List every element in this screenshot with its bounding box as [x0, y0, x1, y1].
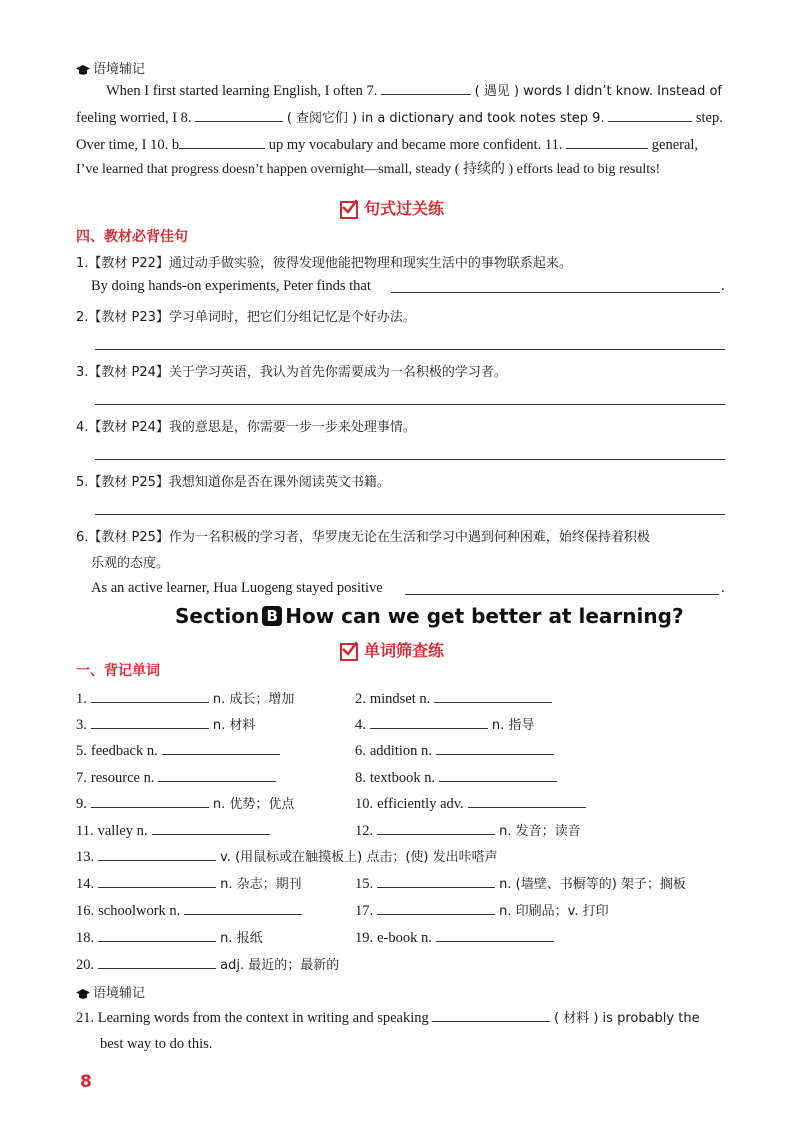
word-term: valley n.	[97, 823, 148, 839]
textbook-ref: 【教材 P24】	[88, 365, 169, 380]
word-item	[355, 767, 561, 788]
sentence-item-1-en	[91, 276, 371, 296]
sentence-item-6-en	[91, 578, 383, 598]
word-meaning: v. (用鼠标或在触摸板上) 点击；(使) 发出咔嗒声	[220, 850, 498, 865]
word-blank[interactable]	[98, 846, 216, 861]
word-number: 2.	[355, 691, 366, 707]
page-number: 8	[80, 1072, 92, 1092]
word-number: 4.	[355, 717, 366, 733]
word-meaning: n. (墙壁、书橱等的) 架子；搁板	[499, 877, 686, 892]
question-21	[76, 1007, 700, 1029]
word-term: textbook n.	[369, 770, 436, 786]
passage-text: ( 查阅它们 ) in a dictionary and took notes step 9.	[286, 111, 605, 126]
passage-text: ( 遇见 ) words I didn’t know. Instead of	[474, 84, 722, 99]
word-subtitle: 一、背记单词	[76, 663, 160, 679]
word-item	[355, 927, 558, 948]
word-section-header	[340, 638, 444, 661]
passage-line-1	[106, 80, 722, 102]
word-meaning: adj. 最近的；最新的	[220, 958, 340, 973]
context-note-label: 语境辅记	[93, 986, 146, 1001]
word-blank[interactable]	[436, 927, 554, 942]
context-note-header-2	[76, 982, 145, 1001]
word-number: 16.	[76, 903, 95, 919]
word-item	[76, 900, 306, 921]
blank-10[interactable]	[179, 134, 265, 149]
word-term: resource n.	[90, 770, 155, 786]
sentence-section-header	[340, 196, 444, 219]
word-blank[interactable]	[91, 714, 209, 729]
q21-text: ( 材料 ) is probably the	[554, 1011, 700, 1026]
chinese-prompt-cont: 乐观的态度。	[91, 556, 170, 571]
word-meaning: n. 发音；读音	[499, 824, 581, 839]
word-item	[76, 688, 294, 710]
context-note-label: 语境辅记	[93, 62, 146, 77]
word-meaning: n. 材料	[212, 718, 256, 733]
passage-line-2	[76, 107, 723, 129]
item-number: 6.	[76, 530, 89, 545]
word-number: 14.	[76, 876, 95, 892]
graduation-cap-icon	[76, 989, 90, 999]
blank-7[interactable]	[381, 80, 471, 95]
section-prefix: Section	[175, 604, 260, 628]
word-item	[76, 793, 294, 815]
graduation-cap-icon	[76, 65, 90, 75]
sentence-item-3	[76, 361, 507, 380]
period: .	[721, 580, 725, 596]
section-title: How can we get better at learning?	[285, 604, 684, 628]
blank-9[interactable]	[608, 107, 692, 122]
word-number: 19.	[355, 930, 374, 946]
word-item	[76, 714, 255, 736]
passage-text: up my vocabulary and became more confident. 11.	[268, 137, 563, 153]
blank-11[interactable]	[566, 134, 648, 149]
section-b-heading	[175, 604, 684, 628]
word-meaning: n. 优势；优点	[212, 797, 295, 812]
word-number: 12.	[355, 823, 374, 839]
sentence-item-2	[76, 306, 416, 325]
word-number: 20.	[76, 957, 95, 973]
passage-text: When I first started learning English, I often 7.	[106, 83, 378, 99]
chinese-prompt: 作为一名积极的学习者，华罗庚无论在生活和学习中遇到何种困难，始终保持着积极	[168, 530, 650, 545]
word-item	[76, 767, 280, 788]
chinese-prompt: 我的意思是，你需要一步一步来处理事情。	[168, 420, 416, 435]
word-number: 5.	[76, 743, 87, 759]
word-number: 17.	[355, 903, 374, 919]
word-blank[interactable]	[184, 900, 302, 915]
word-number: 10.	[355, 796, 374, 812]
answer-line-4[interactable]	[95, 459, 725, 460]
textbook-ref: 【教材 P24】	[88, 420, 169, 435]
chinese-prompt: 关于学习英语，我认为首先你需要成为一名积极的学习者。	[168, 365, 507, 380]
english-prompt: By doing hands-on experiments, Peter finds that	[91, 278, 371, 294]
word-blank[interactable]	[98, 873, 216, 888]
word-term: e-book n.	[377, 930, 432, 946]
blank-21[interactable]	[432, 1007, 550, 1022]
word-meaning: n. 指导	[491, 718, 535, 733]
word-number: 13.	[76, 849, 95, 865]
word-blank[interactable]	[91, 793, 209, 808]
sentence-item-1	[76, 252, 572, 271]
item-number: 1.	[76, 256, 89, 271]
passage-text: I’ve learned that progress doesn’t happen overnight—small, steady ( 持续的 ) efforts lead to big results!	[76, 162, 661, 177]
passage-text: general,	[651, 137, 699, 153]
sentence-item-5	[76, 471, 390, 490]
textbook-ref: 【教材 P22】	[88, 256, 169, 271]
item-number: 3.	[76, 365, 89, 380]
word-section-title: 单词筛查练	[364, 641, 445, 660]
word-blank[interactable]	[98, 954, 216, 969]
word-term: efficiently adv.	[377, 796, 464, 812]
textbook-ref: 【教材 P25】	[88, 475, 169, 490]
q21-text: 21. Learning words from the context in writing and speaking	[76, 1010, 429, 1026]
sentence-subtitle: 四、教材必背佳句	[76, 229, 188, 245]
word-blank[interactable]	[162, 740, 280, 755]
sentence-item-6	[76, 526, 650, 545]
answer-line-6[interactable]	[405, 594, 719, 595]
passage-line-4	[76, 160, 660, 180]
chinese-prompt: 通过动手做实验，彼得发现他能把物理和现实生活中的事物联系起来。	[168, 256, 572, 271]
sentence-item-4	[76, 416, 416, 435]
word-item	[76, 927, 263, 949]
word-blank[interactable]	[468, 793, 586, 808]
word-blank[interactable]	[91, 688, 209, 703]
word-item	[355, 714, 534, 736]
word-item	[355, 688, 556, 709]
word-blank[interactable]	[436, 740, 554, 755]
word-blank[interactable]	[377, 820, 495, 835]
word-number: 1.	[76, 691, 87, 707]
word-blank[interactable]	[377, 900, 495, 915]
word-item	[355, 873, 686, 895]
textbook-ref: 【教材 P23】	[88, 310, 169, 325]
word-term: schoolwork n.	[98, 903, 181, 919]
passage-text: step.	[695, 110, 723, 126]
context-note-header	[76, 58, 145, 77]
word-item	[355, 900, 609, 922]
word-number: 9.	[76, 796, 87, 812]
word-item	[76, 820, 274, 841]
word-blank[interactable]	[439, 767, 557, 782]
word-item	[355, 740, 558, 761]
word-meaning: n. 报纸	[220, 931, 263, 946]
item-number: 5.	[76, 475, 89, 490]
item-number: 4.	[76, 420, 89, 435]
word-number: 15.	[355, 876, 374, 892]
word-number: 3.	[76, 717, 87, 733]
answer-line-3[interactable]	[95, 404, 725, 405]
period: .	[721, 278, 725, 294]
textbook-ref: 【教材 P25】	[88, 530, 169, 545]
word-item	[76, 873, 302, 895]
word-meaning: n. 印刷品；v. 打印	[499, 904, 609, 919]
q21-text-cont: best way to do this.	[100, 1036, 213, 1052]
word-item	[76, 740, 284, 761]
word-blank[interactable]	[98, 927, 216, 942]
chinese-prompt: 我想知道你是否在课外阅读英文书籍。	[168, 475, 390, 490]
word-blank[interactable]	[434, 688, 552, 703]
word-number: 6.	[355, 743, 366, 759]
english-prompt: As an active learner, Hua Luogeng stayed positive	[91, 580, 383, 596]
passage-text: Over time, I 10. b	[76, 137, 180, 153]
word-term: feedback n.	[90, 743, 158, 759]
word-item	[355, 820, 581, 842]
word-number: 8.	[355, 770, 366, 786]
answer-line-5[interactable]	[95, 514, 725, 515]
word-number: 18.	[76, 930, 95, 946]
word-number: 7.	[76, 770, 87, 786]
word-number: 11.	[76, 823, 94, 839]
item-number: 2.	[76, 310, 89, 325]
passage-text: feeling worried, I 8.	[76, 110, 192, 126]
check-icon	[340, 643, 358, 661]
word-blank[interactable]	[158, 767, 276, 782]
word-term: mindset n.	[369, 691, 431, 707]
word-blank[interactable]	[152, 820, 270, 835]
word-term: addition n.	[369, 743, 432, 759]
word-item	[76, 846, 498, 868]
blank-8[interactable]	[195, 107, 283, 122]
chinese-prompt: 学习单词时，把它们分组记忆是个好办法。	[168, 310, 416, 325]
word-item	[76, 954, 339, 976]
word-meaning: n. 成长；增加	[212, 692, 295, 707]
passage-line-3	[76, 134, 698, 155]
word-blank[interactable]	[370, 714, 488, 729]
word-meaning: n. 杂志；期刊	[220, 877, 302, 892]
answer-line-1[interactable]	[391, 292, 720, 293]
word-item	[355, 793, 590, 814]
sentence-section-title: 句式过关练	[364, 199, 445, 218]
section-badge: B	[262, 606, 282, 626]
answer-line-2[interactable]	[95, 349, 725, 350]
word-blank[interactable]	[377, 873, 495, 888]
check-icon	[340, 201, 358, 219]
